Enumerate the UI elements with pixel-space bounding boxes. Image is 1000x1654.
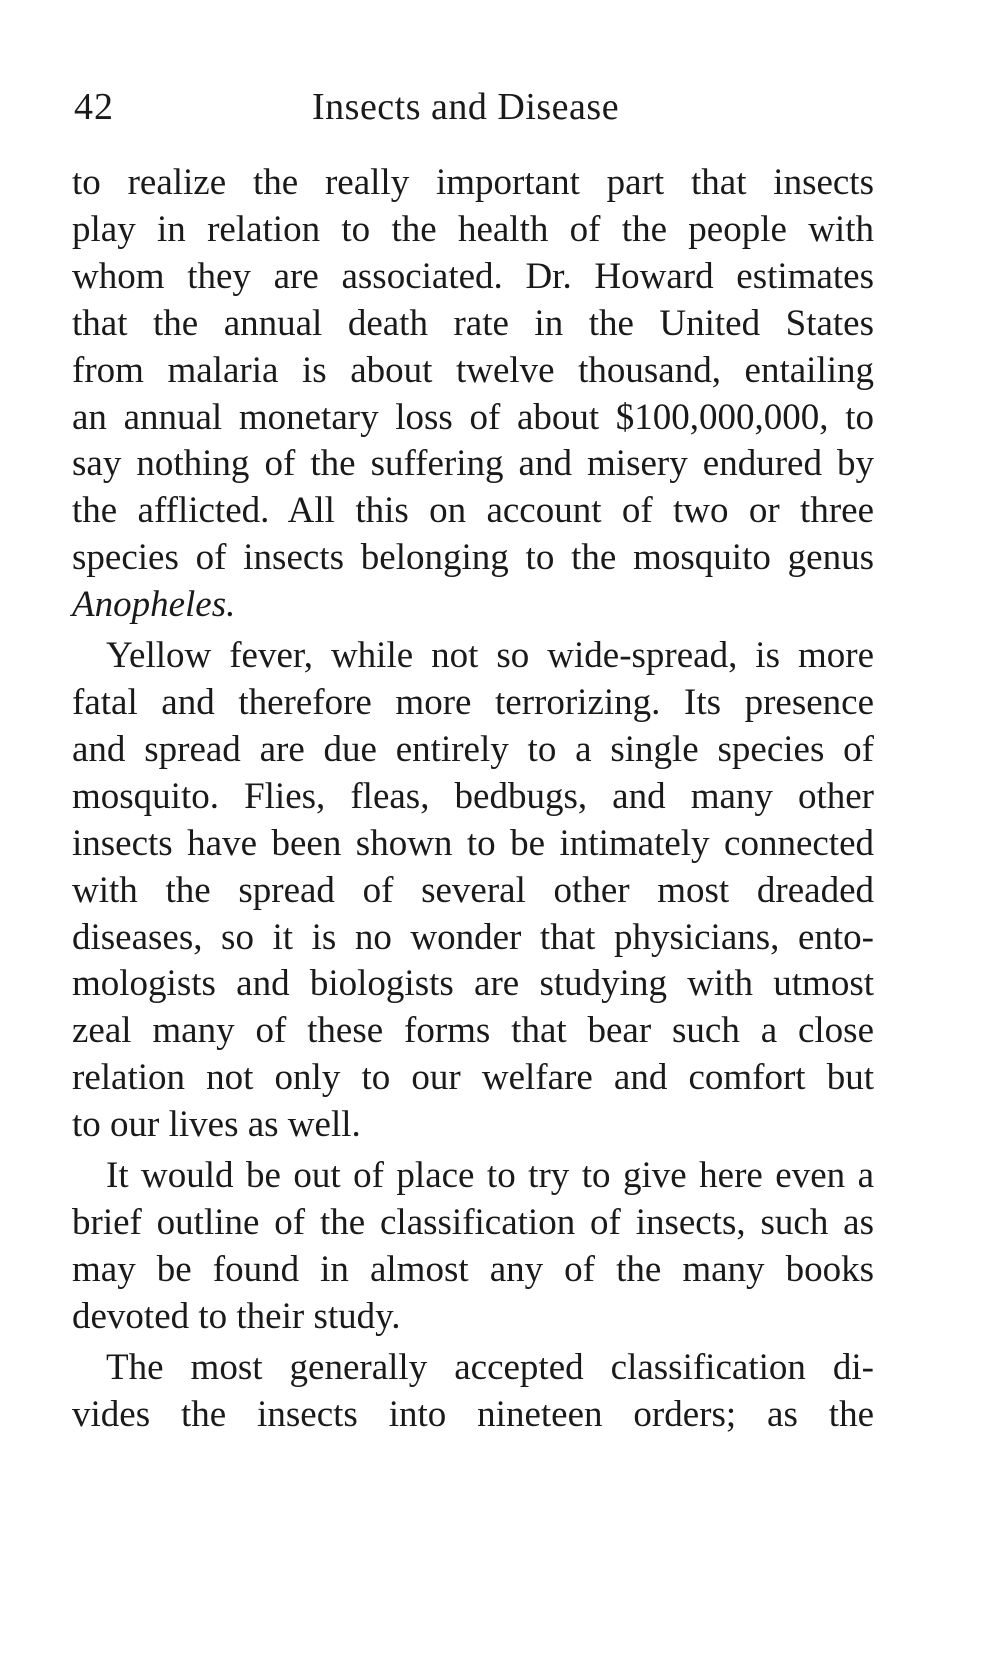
text-line: relation not only to our welfare and comfort but — [72, 1057, 874, 1099]
genus-name: Anopheles. — [72, 584, 236, 626]
text-line: to our lives as well. — [72, 1104, 361, 1146]
text-line: play in relation to the health of the people with — [72, 208, 874, 250]
text-line: diseases, so it is no wonder that physicians, ento- — [72, 916, 874, 958]
text-line: the afflicted. All this on account of two or three — [72, 490, 874, 532]
text-line: mosquito. Flies, fleas, bedbugs, and many other — [72, 775, 874, 817]
text-line: may be found in almost any of the many books — [72, 1248, 874, 1290]
text-line: species of insects belonging to the mosquito genus — [72, 537, 874, 579]
text-line: zeal many of these forms that bear such a close — [72, 1010, 874, 1052]
text-line: with the spread of several other most dreaded — [72, 869, 874, 911]
running-title: Insects and Disease — [312, 86, 620, 128]
paragraph-2 — [72, 633, 874, 1149]
text-line: whom they are associated. Dr. Howard estimates — [72, 255, 874, 297]
paragraph-3 — [72, 1153, 874, 1341]
text-line: vides the insects into nineteen orders; as the — [72, 1393, 874, 1435]
paragraph-1 — [72, 160, 874, 629]
text-line: The most generally accepted classification di- — [106, 1346, 874, 1388]
running-head — [74, 82, 874, 132]
text-line: an annual monetary loss of about $100,000,000, to — [72, 396, 874, 438]
text-line: insects have been shown to be intimately connected — [72, 822, 874, 864]
paragraph-4 — [72, 1345, 874, 1439]
text-line: It would be out of place to try to give here even a — [106, 1155, 874, 1197]
text-line: say nothing of the suffering and misery endured by — [72, 443, 874, 485]
body-text — [72, 160, 874, 1438]
page-number: 42 — [74, 86, 114, 128]
text-line: devoted to their study. — [72, 1295, 401, 1337]
text-line: mologists and biologists are studying with utmost — [72, 963, 874, 1005]
text-line: and spread are due entirely to a single species of — [72, 728, 874, 770]
text-line: brief outline of the classification of insects, such as — [72, 1201, 874, 1243]
text-line: to realize the really important part that insects — [72, 162, 874, 203]
text-line: from malaria is about twelve thousand, entailing — [72, 349, 874, 391]
text-line: that the annual death rate in the United States — [72, 302, 874, 344]
text-line: Yellow fever, while not so wide-spread, is more — [106, 635, 874, 677]
text-line: fatal and therefore more terrorizing. Its presence — [72, 681, 874, 723]
